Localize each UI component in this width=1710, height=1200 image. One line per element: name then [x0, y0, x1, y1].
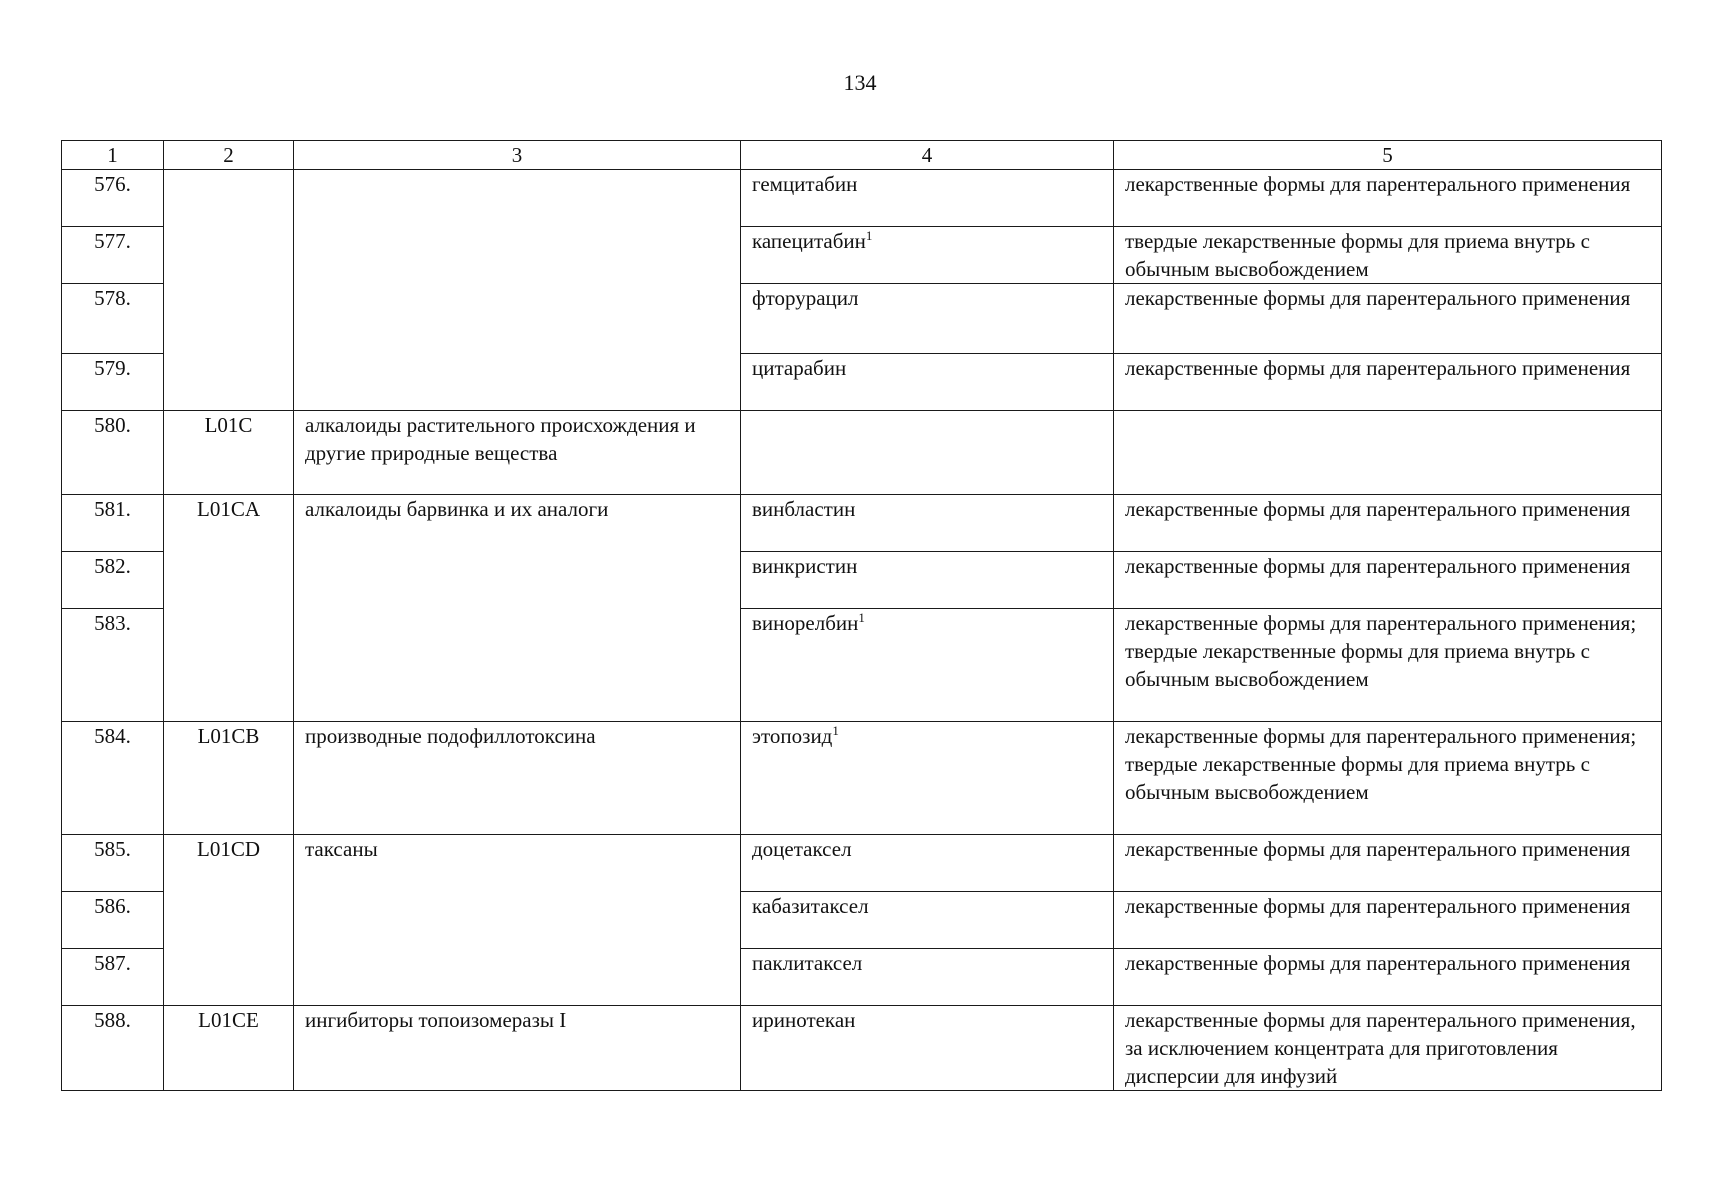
dosage-form-line: твердые лекарственные формы для приема внутрь с обычным высвобождением: [1125, 752, 1590, 804]
table-row: [62, 495, 1662, 552]
row-number: 578.: [62, 284, 164, 354]
row-number: 581.: [62, 495, 164, 552]
row-number: 586.: [62, 892, 164, 949]
drug-name: доцетаксел: [741, 835, 1114, 892]
drug-name: винбластин: [741, 495, 1114, 552]
dosage-form: лекарственные формы для парентерального применения: [1114, 892, 1662, 949]
drug-name: иринотекан: [741, 1006, 1114, 1091]
dosage-form: твердые лекарственные формы для приема внутрь с обычным высвобождением: [1114, 227, 1662, 284]
table-header-row: [62, 141, 1662, 170]
dosage-form: лекарственные формы для парентерального применения: [1114, 170, 1662, 227]
page-number: 134: [843, 70, 877, 95]
row-number: 587.: [62, 949, 164, 1006]
row-number: 582.: [62, 552, 164, 609]
row-number: 585.: [62, 835, 164, 892]
drug-name: гемцитабин: [741, 170, 1114, 227]
dosage-form-line: лекарственные формы для парентерального применения;: [1125, 611, 1637, 635]
atc-group: производные подофиллотоксина: [294, 722, 741, 835]
table-row: [62, 835, 1662, 892]
atc-group: алкалоиды барвинка и их аналоги: [294, 495, 741, 722]
medicines-table: [61, 140, 1662, 1091]
atc-code: L01CA: [164, 495, 294, 722]
column-header-3: 3: [294, 141, 741, 170]
atc-group: ингибиторы топоизомеразы I: [294, 1006, 741, 1091]
row-number: 580.: [62, 411, 164, 495]
atc-group: алкалоиды растительного происхождения и другие природные вещества: [294, 411, 741, 495]
row-number: 579.: [62, 354, 164, 411]
dosage-form: [1114, 722, 1662, 835]
drug-name: [741, 227, 1114, 284]
atc-code: L01C: [164, 411, 294, 495]
row-number: 584.: [62, 722, 164, 835]
drug-name: [741, 609, 1114, 722]
drug-name-text: винорелбин: [752, 611, 859, 635]
dosage-form: лекарственные формы для парентерального применения: [1114, 835, 1662, 892]
table-row: [62, 411, 1662, 495]
drug-name: фторурацил: [741, 284, 1114, 354]
table-row: [62, 170, 1662, 227]
dosage-form: лекарственные формы для парентерального применения: [1114, 284, 1662, 354]
drug-name-text: этопозид: [752, 724, 833, 748]
column-header-5: 5: [1114, 141, 1662, 170]
atc-code: L01CD: [164, 835, 294, 1006]
row-number: 577.: [62, 227, 164, 284]
column-header-1: 1: [62, 141, 164, 170]
drug-name-text: капецитабин: [752, 229, 866, 253]
drug-name: цитарабин: [741, 354, 1114, 411]
drug-name: винкристин: [741, 552, 1114, 609]
atc-code: L01CB: [164, 722, 294, 835]
row-number: 583.: [62, 609, 164, 722]
dosage-form-line: твердые лекарственные формы для приема внутрь с обычным высвобождением: [1125, 639, 1590, 691]
dosage-form: лекарственные формы для парентерального применения, за исключением концентрата для приготовления дисперсии для инфузий: [1114, 1006, 1662, 1091]
drug-name: кабазитаксел: [741, 892, 1114, 949]
table-row: [62, 722, 1662, 835]
row-number: 576.: [62, 170, 164, 227]
column-header-4: 4: [741, 141, 1114, 170]
footnote-mark: 1: [832, 723, 839, 738]
drug-name: [741, 722, 1114, 835]
dosage-form: лекарственные формы для парентерального применения: [1114, 495, 1662, 552]
dosage-form: [1114, 609, 1662, 722]
table-row: [62, 1006, 1662, 1091]
atc-group: таксаны: [294, 835, 741, 1006]
drug-name: [741, 411, 1114, 495]
dosage-form: лекарственные формы для парентерального применения: [1114, 552, 1662, 609]
drug-name: паклитаксел: [741, 949, 1114, 1006]
footnote-mark: 1: [865, 228, 873, 243]
row-number: 588.: [62, 1006, 164, 1091]
footnote-mark: 1: [858, 610, 865, 625]
atc-code-cell: [164, 170, 294, 411]
dosage-form: лекарственные формы для парентерального применения: [1114, 949, 1662, 1006]
column-header-2: 2: [164, 141, 294, 170]
atc-code: L01CE: [164, 1006, 294, 1091]
atc-group-cell: [294, 170, 741, 411]
dosage-form: [1114, 411, 1662, 495]
dosage-form-line: лекарственные формы для парентерального применения;: [1125, 724, 1637, 748]
dosage-form: лекарственные формы для парентерального применения: [1114, 354, 1662, 411]
